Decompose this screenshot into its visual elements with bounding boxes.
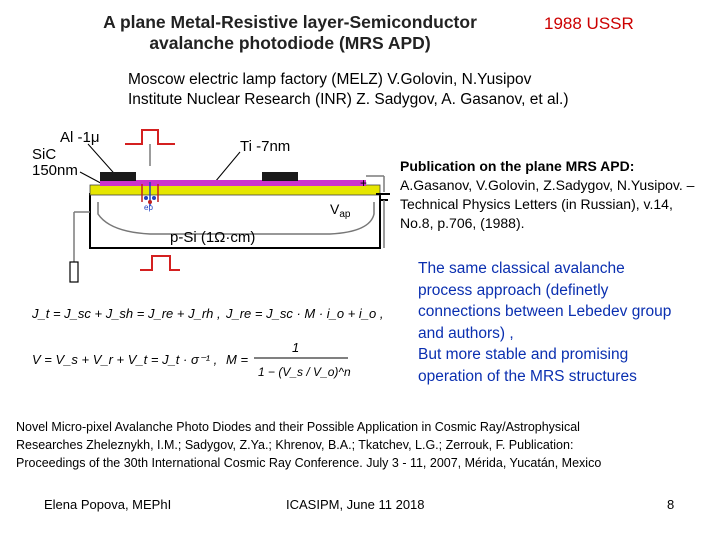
ep-label: ep [144, 203, 153, 212]
footer-author: Elena Popova, MEPhI [44, 497, 172, 512]
publication-block [400, 157, 700, 233]
authors-block [128, 70, 569, 110]
title-line-2: avalanche photodiode (MRS APD) [149, 33, 431, 53]
authors-line-2: Institute Nuclear Research (INR) Z. Sadygov, A. Gasanov, et al.) [128, 91, 569, 108]
slide-title [90, 12, 490, 54]
output-pulse [140, 256, 180, 270]
vap-label: $V_{ap}$ [330, 201, 351, 220]
classical-approach-note [418, 258, 718, 387]
battery-plus-label: + [360, 176, 368, 190]
equation-2-denominator: 1 − (V_s / V_o)^n [258, 365, 351, 379]
year-country-label: 1988 USSR [544, 14, 634, 33]
ti-label: Ti -7nm [240, 138, 291, 155]
reference-block [16, 418, 716, 472]
page-number: 8 [667, 497, 675, 512]
equation-1-right: J_re = J_sc · M · i_o + i_o , [226, 306, 384, 321]
reference-line-2: Researches Zheleznykh, I.M.; Sadygov, Z.Ya.; Khrenov, B.A.; Tkatchev, L.G.; Zerrouk, F. Publication: [16, 438, 574, 452]
equation-2-lhs: M = [226, 352, 249, 367]
title-line-1: A plane Metal-Resistive layer-Semiconductor [103, 12, 477, 32]
input-pulse [125, 130, 175, 144]
classical-line-6: operation of the MRS structures [418, 367, 637, 385]
load-resistor [70, 262, 78, 282]
classical-line-4: and authors) , [418, 324, 514, 342]
classical-line-1: The same classical avalanche [418, 260, 625, 277]
classical-line-2: process approach (definetly [418, 281, 609, 299]
reference-line-3: Proceedings of the 30th International Cosmic Ray Conference. July 3 - 11, 2007, Mérida, Yucatán, Mexico [16, 456, 602, 470]
footer-event: ICASIPM, June 11 2018 [286, 497, 425, 512]
publication-body: A.Gasanov, V.Golovin, Z.Sadygov, N.Yusipov. –Technical Physics Letters (in Russian), v.14, No.8, p.706, (1988). [400, 177, 695, 231]
equation-2-numerator: 1 [292, 340, 300, 355]
reference-line-1: Novel Micro-pixel Avalanche Photo Diodes and their Possible Application in Cosmic Ray/Astrophysical [16, 420, 580, 434]
equation-1-left: J_t = J_sc + J_sh = J_re + J_rh , [32, 306, 221, 321]
authors-line-1: Moscow electric lamp factory (MELZ) V.Golovin, N.Yusipov [128, 71, 532, 88]
substrate-label: p-Si (1Ω·cm) [170, 229, 256, 246]
al-label: Al -1μ [60, 129, 100, 146]
al-contact-right [262, 172, 298, 181]
equations-block [30, 296, 390, 396]
resistive-layer [90, 185, 380, 195]
classical-line-3: connections between Lebedev group [418, 303, 672, 320]
ti-pointer [215, 152, 240, 182]
sic-label: SiC [32, 146, 57, 163]
mrs-apd-diagram [30, 122, 390, 292]
al-contact-left [100, 172, 136, 181]
classical-line-5: But more stable and promising [418, 346, 629, 363]
sic-layer [100, 180, 366, 186]
publication-heading: Publication on the plane MRS APD: [400, 158, 635, 174]
sic-thickness-label: 150nm [32, 162, 78, 179]
equation-2-left: V = V_s + V_r + V_t = J_t · σ⁻¹ , [32, 352, 218, 367]
